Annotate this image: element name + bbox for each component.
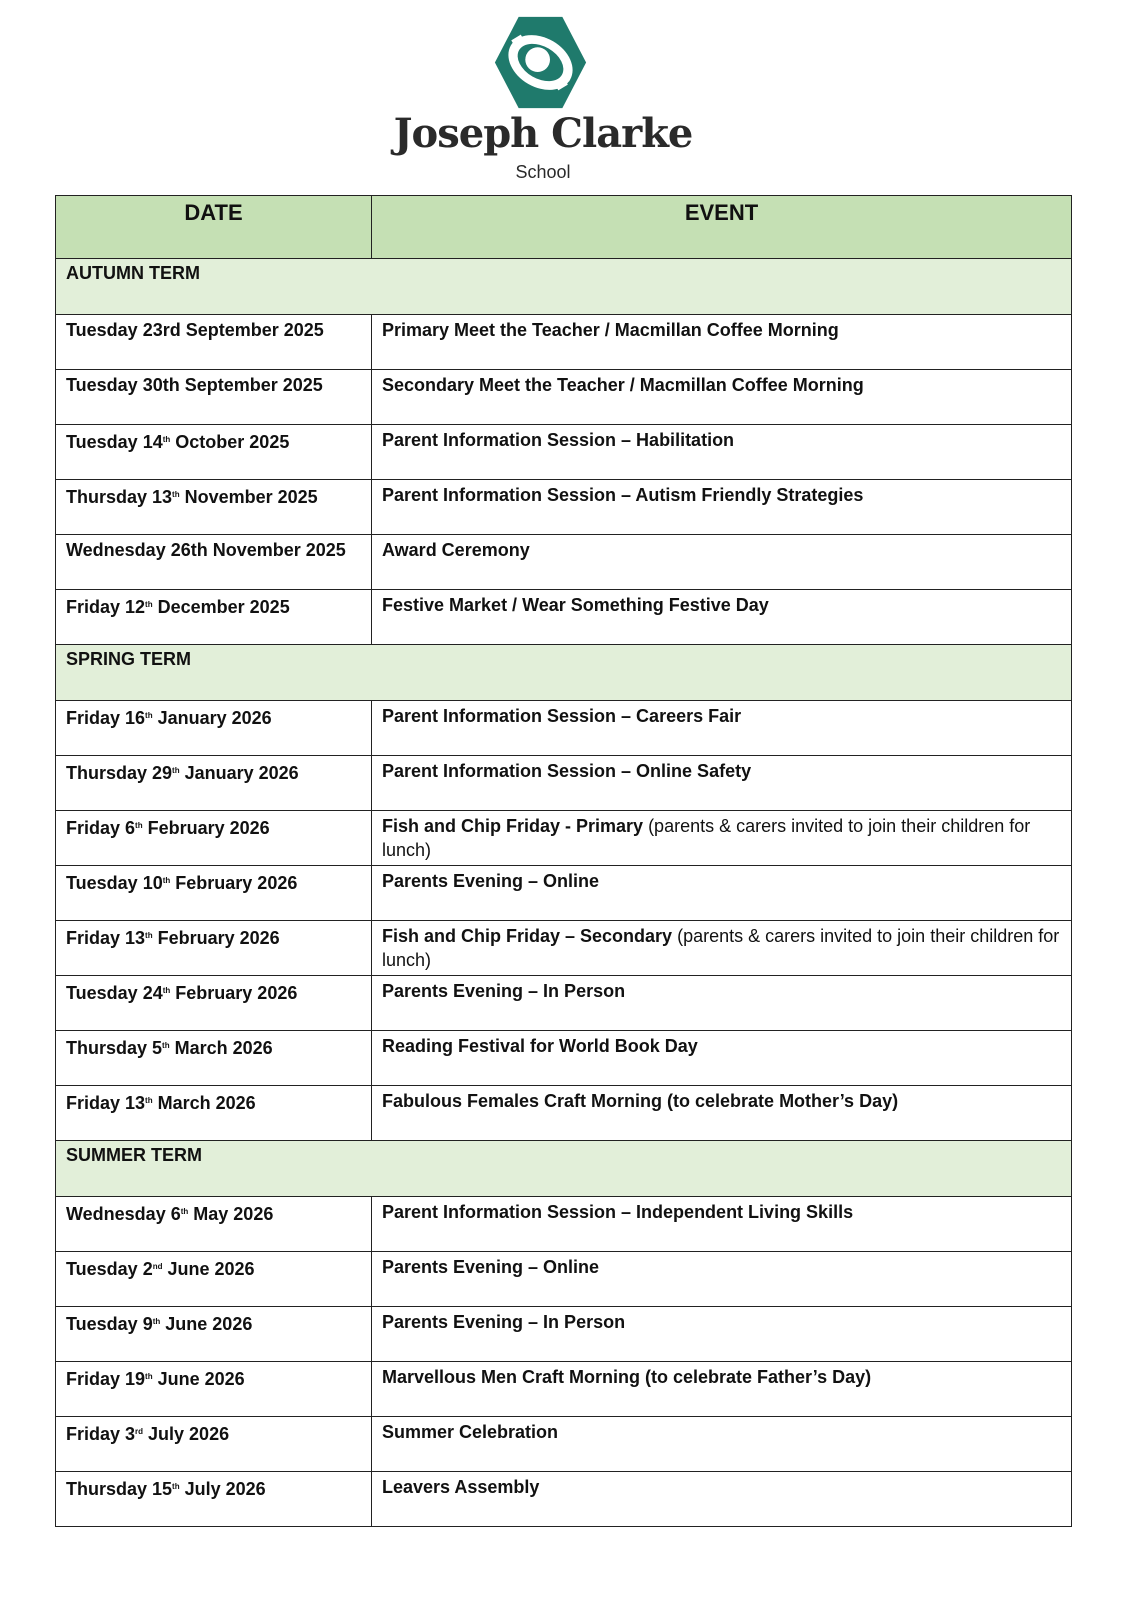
- event-title: Leavers Assembly: [382, 1477, 540, 1497]
- event-description: [372, 1086, 1072, 1141]
- event-date: [56, 1307, 372, 1362]
- date-month-year: November 2025: [179, 487, 318, 507]
- event-title: Fish and Chip Friday - Primary: [382, 816, 644, 836]
- term-row: [56, 1141, 1072, 1197]
- event-row: [56, 1417, 1072, 1472]
- ordinal-suffix: th: [162, 986, 171, 995]
- ordinal-suffix: th: [135, 821, 143, 830]
- event-title: Fabulous Females Craft Morning (to celebrate Mother’s Day): [382, 1091, 899, 1111]
- ordinal-suffix: th: [172, 490, 180, 499]
- date-day: Friday 12: [66, 597, 146, 617]
- event-date: [56, 866, 372, 921]
- event-description: [372, 1252, 1072, 1307]
- date-month-year: July 2026: [143, 1424, 230, 1444]
- date-month-year: May 2026: [188, 1204, 274, 1224]
- date-month-year: March 2026: [169, 1038, 273, 1058]
- event-row: [56, 1472, 1072, 1527]
- ordinal-suffix: rd: [135, 1427, 144, 1436]
- date-day: Thursday 13: [66, 487, 173, 507]
- ordinal-suffix: th: [145, 931, 153, 940]
- ordinal-suffix: th: [145, 711, 153, 720]
- date-month-year: December 2025: [152, 597, 290, 617]
- date-day: Wednesday 6: [66, 1204, 181, 1224]
- event-row: [56, 1307, 1072, 1362]
- event-description: [372, 1472, 1072, 1527]
- date-month-year: March 2026: [152, 1093, 256, 1113]
- event-row: [56, 701, 1072, 756]
- date-day: Friday 13: [66, 928, 146, 948]
- event-date: [56, 1031, 372, 1086]
- ordinal-suffix: nd: [152, 1262, 163, 1271]
- term-row: [56, 259, 1072, 315]
- event-title: Summer Celebration: [382, 1422, 559, 1442]
- logo-name: Joseph Clarke: [393, 110, 693, 157]
- event-description: [372, 1362, 1072, 1417]
- event-description: [372, 976, 1072, 1031]
- event-row: [56, 590, 1072, 645]
- event-date: [56, 1417, 372, 1472]
- date-day: Wednesday 26th November 2025: [66, 540, 346, 560]
- event-description: [372, 921, 1072, 976]
- ordinal-suffix: th: [162, 435, 171, 444]
- ordinal-suffix: th: [145, 600, 153, 609]
- event-date: [56, 976, 372, 1031]
- event-date: [56, 535, 372, 590]
- date-day: Friday 3: [66, 1424, 136, 1444]
- event-description: [372, 425, 1072, 480]
- event-column-header: EVENT: [372, 196, 1072, 259]
- event-description: [372, 535, 1072, 590]
- event-description: [372, 756, 1072, 811]
- date-day: Friday 19: [66, 1369, 146, 1389]
- event-row: [56, 1086, 1072, 1141]
- event-date: [56, 1362, 372, 1417]
- event-row: [56, 315, 1072, 370]
- event-title: Parents Evening – In Person: [382, 1312, 626, 1332]
- date-month-year: February 2026: [170, 983, 298, 1003]
- school-logo: [383, 10, 703, 180]
- term-heading: AUTUMN TERM: [56, 259, 1072, 315]
- event-date: [56, 370, 372, 425]
- event-title: Parents Evening – In Person: [382, 981, 626, 1001]
- event-description: [372, 1031, 1072, 1086]
- event-description: [372, 1417, 1072, 1472]
- event-date: [56, 315, 372, 370]
- event-row: [56, 425, 1072, 480]
- event-title: Parent Information Session – Habilitation: [382, 430, 735, 450]
- event-date: [56, 1252, 372, 1307]
- event-title: Fish and Chip Friday – Secondary: [382, 926, 673, 946]
- date-day: Friday 16: [66, 708, 146, 728]
- event-row: [56, 480, 1072, 535]
- ordinal-suffix: th: [145, 1096, 153, 1105]
- event-date: [56, 1086, 372, 1141]
- date-day: Tuesday 2: [66, 1259, 153, 1279]
- date-day: Tuesday 14: [66, 432, 163, 452]
- ordinal-suffix: th: [172, 1482, 180, 1491]
- hands-eye-logo-icon: [493, 15, 588, 110]
- ordinal-suffix: th: [152, 1317, 161, 1326]
- event-date: [56, 425, 372, 480]
- event-row: [56, 866, 1072, 921]
- event-title: Marvellous Men Craft Morning (to celebrate Father’s Day): [382, 1367, 872, 1387]
- event-date: [56, 480, 372, 535]
- date-month-year: June 2026: [160, 1314, 253, 1334]
- event-title: Secondary Meet the Teacher / Macmillan Coffee Morning: [382, 375, 864, 395]
- event-note: (parents & carers invited to join their children for lunch): [382, 816, 1031, 860]
- event-date: [56, 756, 372, 811]
- event-date: [56, 590, 372, 645]
- event-description: [372, 590, 1072, 645]
- event-title: Parents Evening – Online: [382, 871, 600, 891]
- ordinal-suffix: th: [172, 766, 180, 775]
- date-day: Thursday 29: [66, 763, 173, 783]
- event-description: [372, 811, 1072, 866]
- event-title: Parent Information Session – Autism Friendly Strategies: [382, 485, 864, 505]
- event-row: [56, 535, 1072, 590]
- event-row: [56, 370, 1072, 425]
- event-date: [56, 811, 372, 866]
- date-month-year: June 2026: [152, 1369, 245, 1389]
- event-row: [56, 1252, 1072, 1307]
- date-month-year: January 2026: [179, 763, 299, 783]
- event-description: [372, 315, 1072, 370]
- event-title: Parent Information Session – Online Safety: [382, 761, 752, 781]
- term-row: [56, 645, 1072, 701]
- date-day: Tuesday 9: [66, 1314, 153, 1334]
- event-title: Festive Market / Wear Something Festive Day: [382, 595, 769, 615]
- date-month-year: October 2025: [170, 432, 290, 452]
- event-description: [372, 1197, 1072, 1252]
- event-title: Parent Information Session – Careers Fair: [382, 706, 742, 726]
- event-row: [56, 1362, 1072, 1417]
- events-calendar-table: [55, 195, 1072, 1527]
- event-date: [56, 1472, 372, 1527]
- date-month-year: July 2026: [179, 1479, 266, 1499]
- event-row: [56, 921, 1072, 976]
- date-month-year: February 2026: [170, 873, 298, 893]
- event-row: [56, 976, 1072, 1031]
- logo-subtitle: School: [515, 162, 571, 182]
- event-row: [56, 811, 1072, 866]
- event-title: Parent Information Session – Independent Living Skills: [382, 1202, 854, 1222]
- date-day: Friday 6: [66, 818, 136, 838]
- date-day: Friday 13: [66, 1093, 146, 1113]
- event-description: [372, 866, 1072, 921]
- date-month-year: February 2026: [152, 928, 280, 948]
- event-title: Primary Meet the Teacher / Macmillan Coffee Morning: [382, 320, 839, 340]
- date-day: Tuesday 23rd September 2025: [66, 320, 324, 340]
- table-header-row: [56, 196, 1072, 259]
- event-row: [56, 1197, 1072, 1252]
- ordinal-suffix: th: [180, 1207, 189, 1216]
- event-description: [372, 370, 1072, 425]
- ordinal-suffix: th: [162, 876, 171, 885]
- event-date: [56, 701, 372, 756]
- date-column-header: DATE: [56, 196, 372, 259]
- date-day: Tuesday 10: [66, 873, 163, 893]
- date-month-year: January 2026: [152, 708, 272, 728]
- event-date: [56, 1197, 372, 1252]
- date-day: Thursday 15: [66, 1479, 173, 1499]
- ordinal-suffix: th: [162, 1041, 170, 1050]
- date-day: Thursday 5: [66, 1038, 163, 1058]
- date-day: Tuesday 30th September 2025: [66, 375, 323, 395]
- event-note: (parents & carers invited to join their children for lunch): [382, 926, 1060, 970]
- event-row: [56, 756, 1072, 811]
- event-description: [372, 701, 1072, 756]
- term-heading: SPRING TERM: [56, 645, 1072, 701]
- event-row: [56, 1031, 1072, 1086]
- event-description: [372, 480, 1072, 535]
- date-day: Tuesday 24: [66, 983, 163, 1003]
- event-description: [372, 1307, 1072, 1362]
- event-title: Reading Festival for World Book Day: [382, 1036, 698, 1056]
- date-month-year: June 2026: [162, 1259, 255, 1279]
- event-title: Parents Evening – Online: [382, 1257, 600, 1277]
- event-date: [56, 921, 372, 976]
- event-title: Award Ceremony: [382, 540, 530, 560]
- ordinal-suffix: th: [145, 1372, 153, 1381]
- date-month-year: February 2026: [142, 818, 270, 838]
- term-heading: SUMMER TERM: [56, 1141, 1072, 1197]
